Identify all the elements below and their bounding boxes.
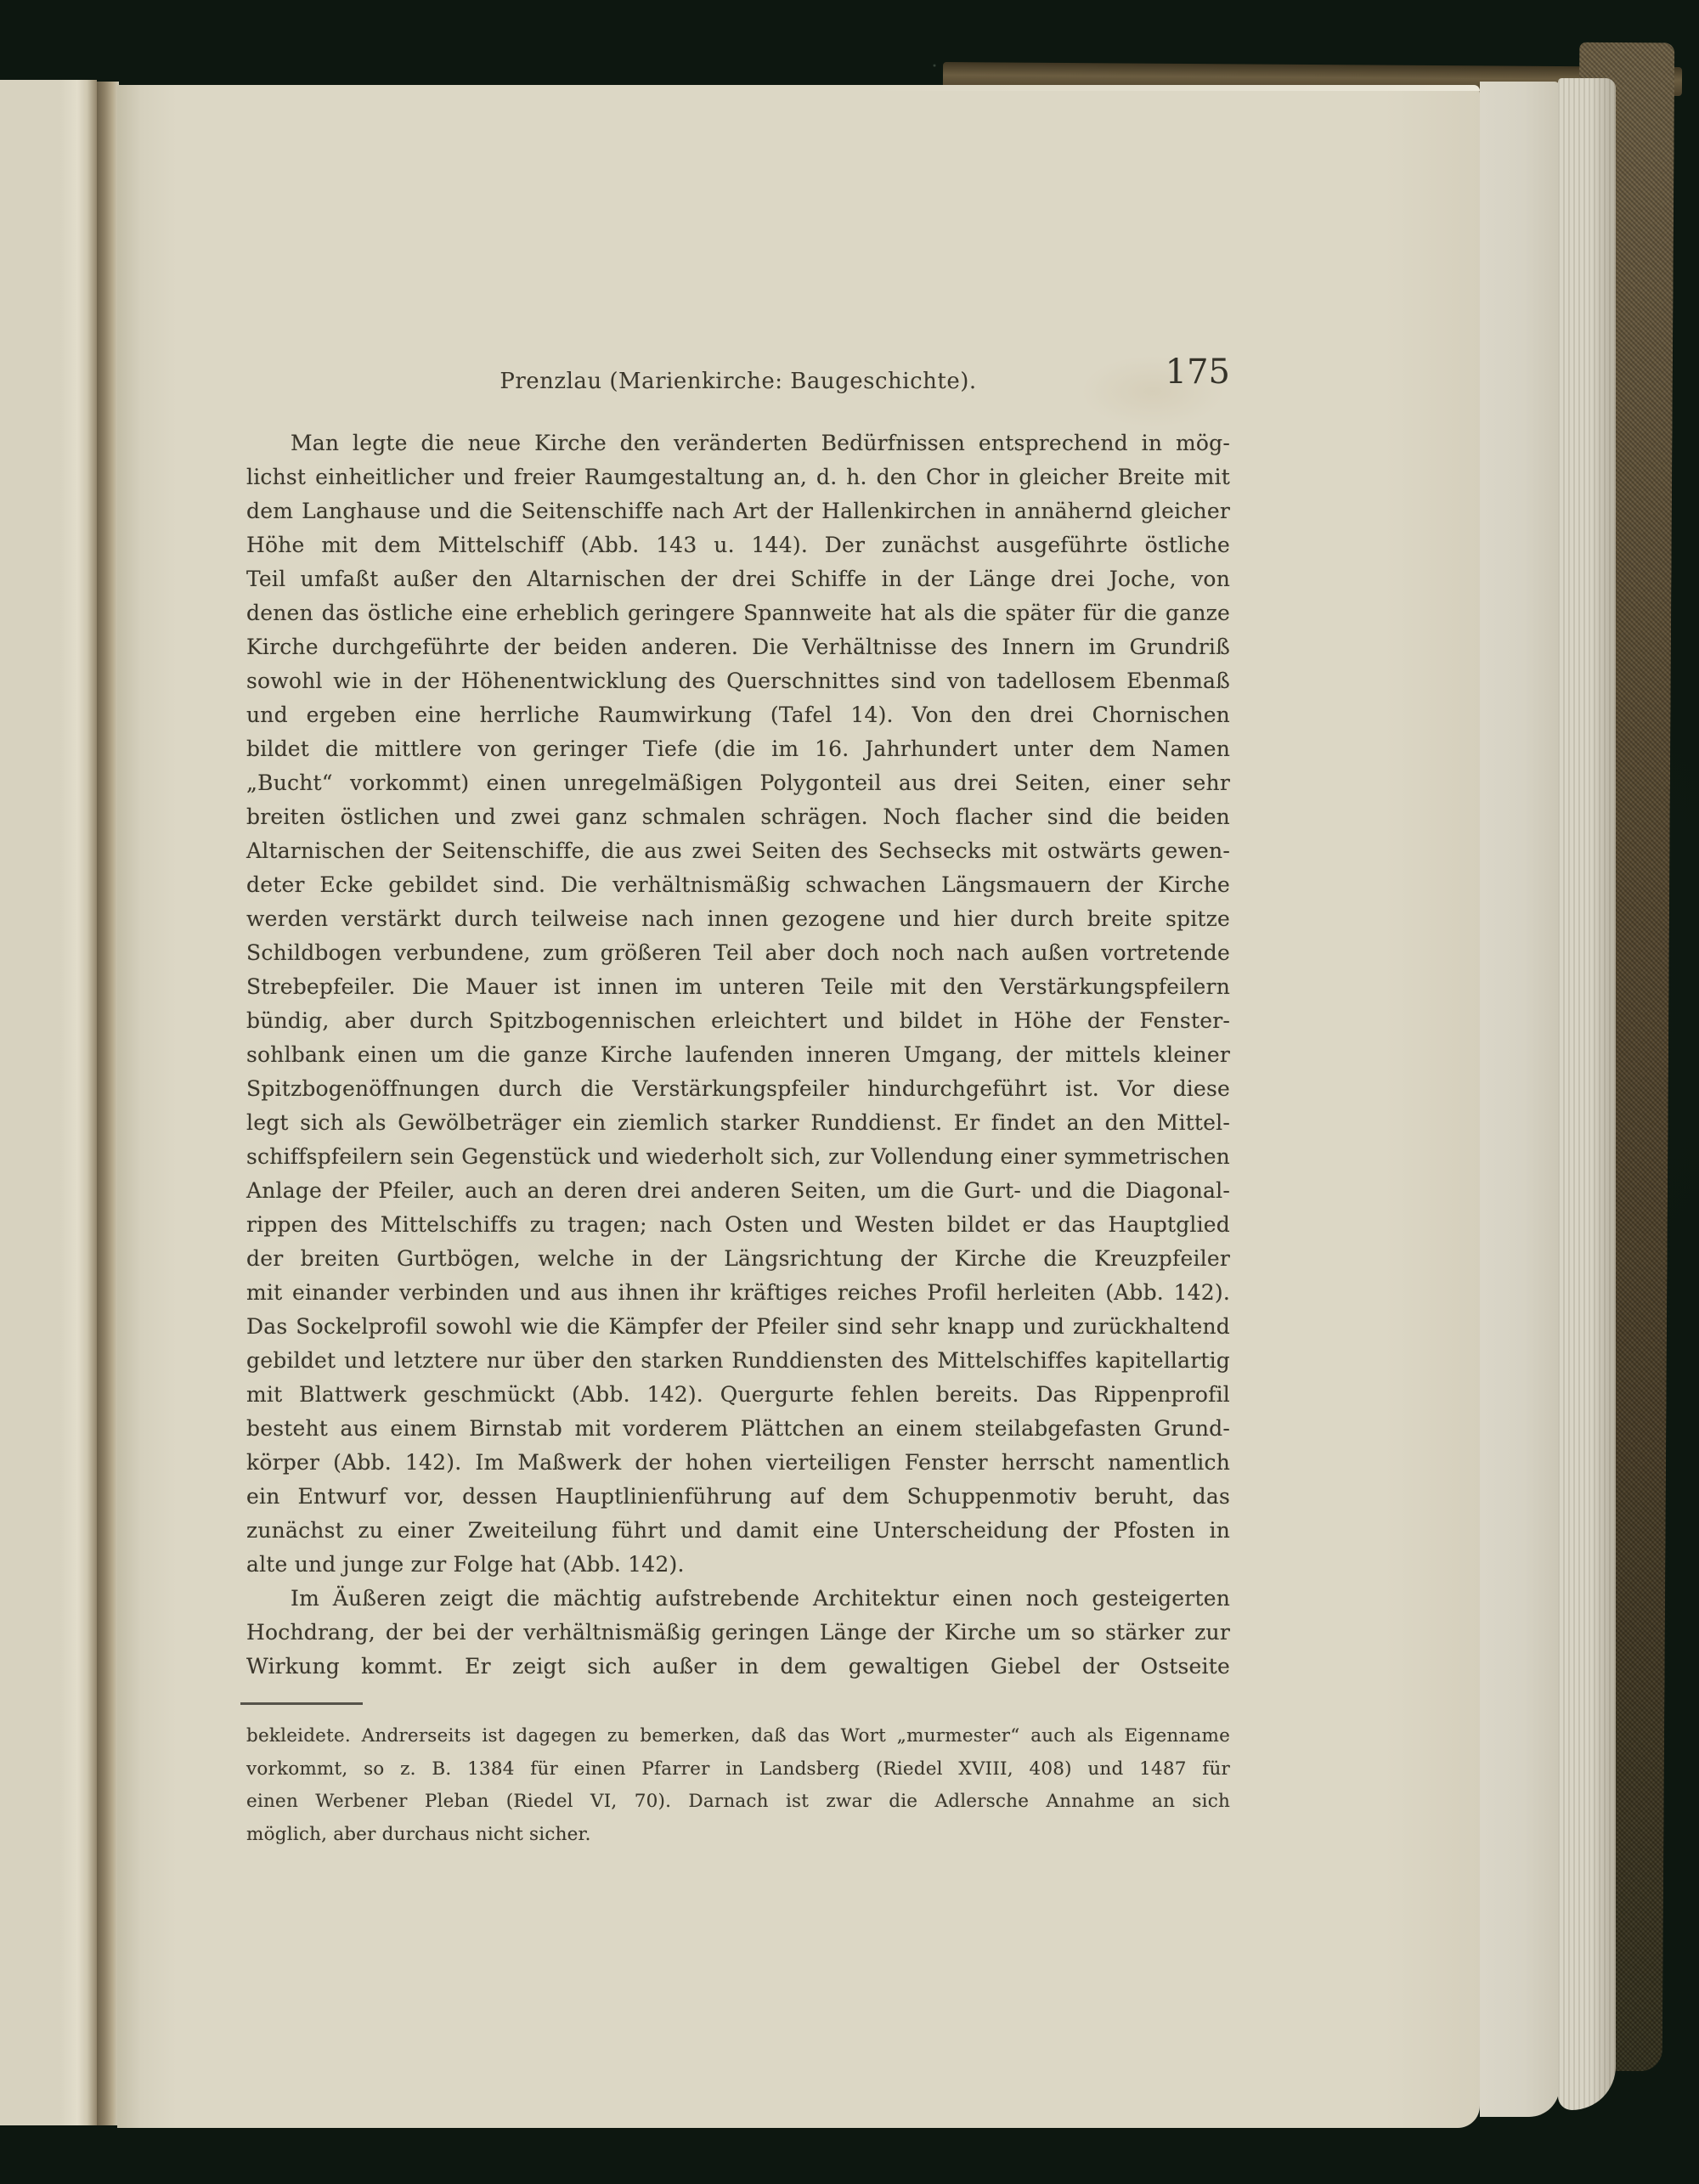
underlying-page-edge xyxy=(1480,82,1560,2117)
footnote-line: einen Werbener Pleban (Riedel VI, 70). Darnach ist zwar die Adlersche Annahme an sich xyxy=(246,1791,1230,1812)
body-text-line: körper (Abb. 142). Im Maßwerk der hohen vierteiligen Fenster herrscht namentlich xyxy=(246,1450,1230,1475)
body-text-line: Das Sockelprofil sowohl wie die Kämpfer der Pfeiler sind sehr knapp und zurückhaltend xyxy=(246,1314,1230,1339)
body-text-line: gebildet und letztere nur über den starken Runddiensten des Mittelschiffes kapitellartig xyxy=(246,1348,1230,1373)
body-text-line: bildet die mittlere von geringer Tiefe (die im 16. Jahrhundert unter dem Namen xyxy=(246,736,1230,761)
body-text-line: sohlbank einen um die ganze Kirche laufenden inneren Umgang, der mittels kleiner xyxy=(246,1042,1230,1067)
body-text-line: schiffspfeilern sein Gegenstück und wiederholt sich, zur Vollendung einer symmetrischen xyxy=(246,1144,1230,1169)
body-text-line: sowohl wie in der Höhenentwicklung des Querschnittes sind von tadellosem Ebenmaß xyxy=(246,669,1230,693)
footnote-line: möglich, aber durchaus nicht sicher. xyxy=(246,1823,591,1845)
body-text-line: Strebepfeiler. Die Mauer ist innen im unteren Teile mit den Verstärkungspfeilern xyxy=(246,974,1230,999)
body-text-line: Schildbogen verbundene, zum größeren Teil aber doch noch nach außen vortretende xyxy=(246,940,1230,965)
body-text-line: bündig, aber durch Spitzbogennischen erleichtert und bildet in Höhe der Fenster- xyxy=(246,1008,1230,1033)
body-text-line: Kirche durchgeführte der beiden anderen. Die Verhältnisse des Innern im Grundriß xyxy=(246,635,1230,659)
body-text-line: legt sich als Gewölbeträger ein ziemlich starker Runddienst. Er findet an den Mittel- xyxy=(246,1110,1230,1135)
body-text-line: mit Blattwerk geschmückt (Abb. 142). Quergurte fehlen bereits. Das Rippenprofil xyxy=(246,1382,1230,1407)
footnote-rule xyxy=(240,1702,363,1705)
book-page xyxy=(117,85,1480,2128)
body-text-line: dem Langhause und die Seitenschiffe nach Art der Hallenkirchen in annähernd gleicher xyxy=(246,499,1230,523)
facing-page-sliver xyxy=(0,80,97,2125)
body-text-line: Hochdrang, der bei der verhältnismäßig geringen Länge der Kirche um so stärker zur xyxy=(246,1620,1230,1645)
body-text-line: Spitzbogenöffnungen durch die Verstärkungspfeiler hindurchgeführt ist. Vor diese xyxy=(246,1076,1230,1101)
page-stack-fore-edge xyxy=(1558,78,1616,2110)
body-text-line: Anlage der Pfeiler, auch an deren drei anderen Seiten, um die Gurt- und die Diagonal- xyxy=(246,1178,1230,1203)
body-text-line: besteht aus einem Birnstab mit vorderem Plättchen an einem steilabgefasten Grund- xyxy=(246,1416,1230,1441)
body-text-line: Man legte die neue Kirche den veränderten Bedürfnissen entsprechend in mög- xyxy=(291,431,1230,455)
body-text-line: der breiten Gurtbögen, welche in der Längsrichtung der Kirche die Kreuzpfeiler xyxy=(246,1246,1230,1271)
body-text-line: deter Ecke gebildet sind. Die verhältnismäßig schwachen Längsmauern der Kirche xyxy=(246,872,1230,897)
footnote-line: vorkommt, so z. B. 1384 für einen Pfarrer in Landsberg (Riedel XVIII, 408) und 1487 für xyxy=(246,1758,1230,1780)
body-text-line: lichst einheitlicher und freier Raumgestaltung an, d. h. den Chor in gleicher Breite mit xyxy=(246,465,1230,489)
footnote-line: bekleidete. Andrerseits ist dagegen zu bemerken, daß das Wort „murmester“ auch als Eigenname xyxy=(246,1725,1230,1747)
body-text-line: ein Entwurf vor, dessen Hauptlinienführung auf dem Schuppenmotiv beruht, das xyxy=(246,1484,1230,1509)
body-text-line: rippen des Mittelschiffs zu tragen; nach Osten und Westen bildet er das Hauptglied xyxy=(246,1212,1230,1237)
body-text-line: Höhe mit dem Mittelschiff (Abb. 143 u. 144). Der zunächst ausgeführte östliche xyxy=(246,533,1230,557)
body-text-line: werden verstärkt durch teilweise nach innen gezogene und hier durch breite spitze xyxy=(246,906,1230,931)
body-text-block xyxy=(246,426,1230,1684)
body-text-line: breiten östlichen und zwei ganz schmalen schrägen. Noch flacher sind die beiden xyxy=(246,804,1230,829)
body-text-line: Im Äußeren zeigt die mächtig aufstrebende Architektur einen noch gesteigerten xyxy=(291,1586,1230,1611)
body-text-line: Teil umfaßt außer den Altarnischen der drei Schiffe in der Länge drei Joche, von xyxy=(246,567,1230,591)
body-text-line: Altarnischen der Seitenschiffe, die aus zwei Seiten des Sechsecks mit ostwärts gewen- xyxy=(246,838,1230,863)
body-text-line: mit einander verbinden und aus ihnen ihr kräftiges reiches Profil herleiten (Abb. 142). xyxy=(246,1280,1230,1305)
footnote-block xyxy=(246,1720,1230,1851)
body-text-line: denen das östliche eine erheblich geringere Spannweite hat als die später für die ganze xyxy=(246,601,1230,625)
body-text-line: Wirkung kommt. Er zeigt sich außer in dem gewaltigen Giebel der Ostseite xyxy=(246,1654,1230,1679)
running-header: Prenzlau (Marienkirche: Baugeschichte). xyxy=(500,369,977,394)
body-text-line: alte und junge zur Folge hat (Abb. 142). xyxy=(246,1552,685,1577)
book-gutter-shadow xyxy=(97,82,119,2125)
body-text-line: „Bucht“ vorkommt) einen unregelmäßigen Polygonteil aus drei Seiten, einer sehr xyxy=(246,770,1230,795)
body-text-line: zunächst zu einer Zweiteilung führt und damit eine Unterscheidung der Pfosten in xyxy=(246,1518,1230,1543)
body-text-line: und ergeben eine herrliche Raumwirkung (Tafel 14). Von den drei Chornischen xyxy=(246,703,1230,727)
page-number: 175 xyxy=(1165,353,1230,392)
